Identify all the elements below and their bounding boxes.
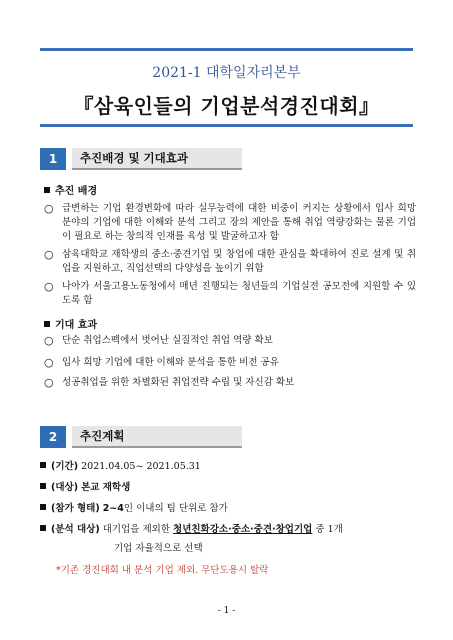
header-top-rule [40, 48, 413, 51]
plan-target: (대상) 본교 재학생 [40, 481, 420, 495]
plan-analysis-subject-cont: 기업 자율적으로 선택 [114, 543, 203, 554]
header-bottom-rule [40, 124, 413, 127]
page-number: - 1 - [217, 606, 236, 616]
section-2-number: 2 [40, 426, 66, 448]
section-1-title: 추진배경 및 기대효과 [72, 148, 242, 170]
circle-bullet-icon: ○ [44, 376, 54, 389]
square-bullet-icon [44, 321, 50, 327]
plan-participation-type: (참가 형태) 2~4인 이내의 팀 단위로 참가 [40, 502, 420, 516]
warning-note: *기존 경진대회 내 분석 기업 제외. 무단도용시 탈락 [56, 565, 269, 576]
background-item: ○ 급변하는 기업 환경변화에 따라 실무능력에 대한 비중이 커지는 상황에서 입사 희망 분야의 기업에 대한 이해와 분석 그리고 장의 제안을 통해 취업 역량강화는 물론 기업이 필요로 하는 창의적 인재를 육성 및 발굴하고자 함 [44, 202, 416, 242]
circle-bullet-icon: ○ [44, 248, 54, 261]
effects-item: ○ 입사 희망 기업에 대한 이해와 분석을 통한 비전 공유 [44, 356, 279, 369]
section-1-header [40, 148, 413, 170]
document-subtitle: 2021-1 대학일자리본부 [152, 65, 301, 81]
circle-bullet-icon: ○ [44, 334, 54, 347]
section-2-title: 추진계획 [72, 426, 242, 448]
square-bullet-icon [40, 462, 46, 468]
circle-bullet-icon: ○ [44, 202, 54, 215]
plan-period: (기간) 2021.04.05~ 2021.05.31 [40, 460, 420, 474]
effects-item: ○ 성공취업을 위한 차별화된 취업전략 수립 및 자신감 확보 [44, 376, 295, 389]
plan-analysis-subject: (분석 대상) 대기업을 제외한 청년친화강소·중소·중견·창업기업 중 1개 [40, 523, 420, 537]
background-heading: 추진 배경 [44, 182, 97, 197]
effects-heading: 기대 효과 [44, 316, 97, 331]
circle-bullet-icon: ○ [44, 280, 54, 293]
square-bullet-icon [40, 483, 46, 489]
section-1-number: 1 [40, 148, 66, 170]
square-bullet-icon [40, 504, 46, 510]
circle-bullet-icon: ○ [44, 356, 54, 369]
section-2-header [40, 426, 413, 448]
background-item: ○ 나아가 서울고용노동청에서 매년 진행되는 청년들의 기업실전 공모전에 지원할 수 있도록 함 [44, 280, 416, 306]
background-item: ○ 삼육대학교 재학생의 중소·중견기업 및 창업에 대한 관심을 확대하여 진로 설계 및 취업을 지원하고, 직업선택의 다양성을 높이기 위함 [44, 248, 416, 274]
document-title: 『삼육인들의 기업분석경진대회』 [73, 94, 380, 118]
square-bullet-icon [44, 187, 50, 193]
effects-item: ○ 단순 취업스펙에서 벗어난 실질적인 취업 역량 확보 [44, 334, 273, 347]
square-bullet-icon [40, 525, 46, 531]
